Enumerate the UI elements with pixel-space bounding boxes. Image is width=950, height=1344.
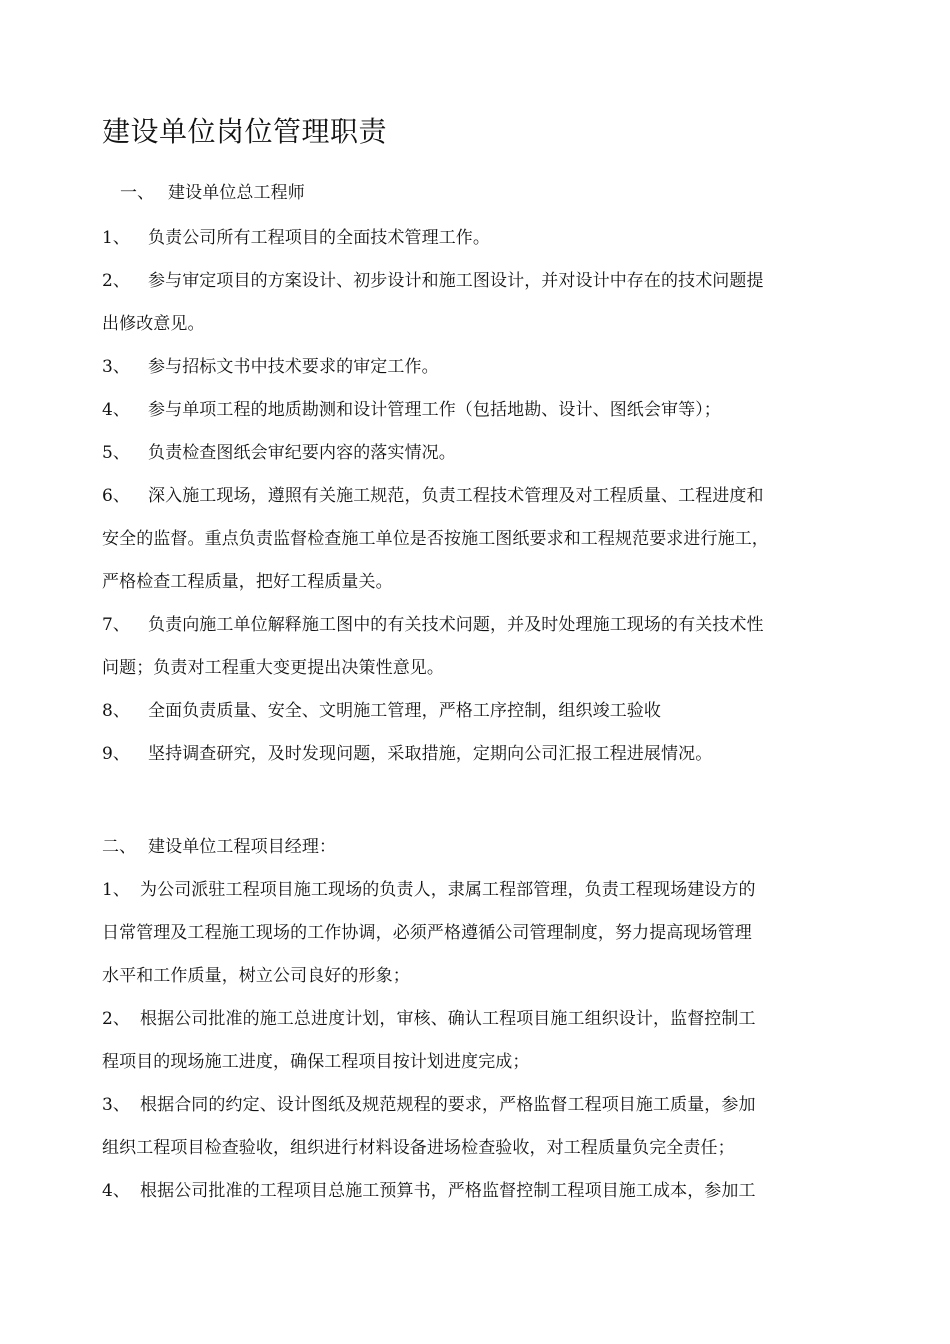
duty-line: [102, 226, 842, 250]
item-text: 负责检查图纸会审纪要内容的落实情况。: [148, 443, 456, 463]
item-number: 4、: [102, 1181, 131, 1201]
item-text: 参与单项工程的地质勘测和设计管理工作（包括地勘、设计、图纸会审等）；: [148, 400, 721, 420]
item-number: 2、: [102, 1009, 131, 1029]
item-text: 参与招标文书中技术要求的审定工作。: [148, 357, 439, 377]
section-title: 建设单位工程项目经理：: [148, 837, 337, 857]
duty-line-continued: [102, 527, 842, 551]
item-number: 3、: [102, 1095, 131, 1115]
item-text: 负责公司所有工程项目的全面技术管理工作。: [148, 228, 490, 248]
item-text: 坚持调查研究，及时发现问题，采取措施，定期向公司汇报工程进展情况。: [148, 744, 713, 764]
item-number: 6、: [102, 486, 131, 506]
item-number: 1、: [102, 228, 131, 248]
item-text: 问题；负责对工程重大变更提出决策性意见。: [102, 658, 444, 678]
duty-line: [102, 878, 842, 902]
document-title: 建设单位岗位管理职责: [102, 115, 388, 148]
duty-line: [102, 355, 842, 379]
section-heading-project-manager: [102, 835, 842, 859]
duty-line: [102, 1179, 842, 1203]
item-text: 全面负责质量、安全、文明施工管理，严格工序控制，组织竣工验收: [148, 701, 661, 721]
duty-line: [102, 613, 842, 637]
item-number: 9、: [102, 744, 131, 764]
item-text: 深入施工现场，遵照有关施工规范，负责工程技术管理及对工程质量、工程进度和: [148, 486, 764, 506]
item-text: 出修改意见。: [102, 314, 205, 334]
duty-line-continued: [102, 1136, 842, 1160]
item-text: 根据公司批准的施工总进度计划，审核、确认工程项目施工组织设计，监督控制工: [140, 1009, 756, 1029]
item-text: 根据公司批准的工程项目总施工预算书，严格监督控制工程项目施工成本，参加工: [140, 1181, 756, 1201]
duty-line-continued: [102, 656, 842, 680]
duty-line-continued: [102, 312, 842, 336]
item-number: 5、: [102, 443, 131, 463]
item-number: 1、: [102, 880, 131, 900]
duty-line-continued: [102, 1050, 842, 1074]
duty-line: [102, 1007, 842, 1031]
section-number: 二、: [102, 837, 137, 857]
item-text: 日常管理及工程施工现场的工作协调，必须严格遵循公司管理制度，努力提高现场管理: [102, 923, 752, 943]
item-text: 水平和工作质量，树立公司良好的形象；: [102, 966, 410, 986]
item-number: 4、: [102, 400, 131, 420]
duty-line: [102, 484, 842, 508]
item-text: 根据合同的约定、设计图纸及规范规程的要求，严格监督工程项目施工质量，参加: [140, 1095, 756, 1115]
item-text: 负责向施工单位解释施工图中的有关技术问题，并及时处理施工现场的有关技术性: [148, 615, 764, 635]
section-title: 建设单位总工程师: [168, 183, 305, 203]
duty-line: [102, 269, 842, 293]
item-number: 7、: [102, 615, 131, 635]
duty-line: [102, 441, 842, 465]
duty-line-continued: [102, 921, 842, 945]
duty-line-continued: [102, 570, 842, 594]
section-number: 一、: [120, 183, 155, 203]
duty-line-continued: [102, 964, 842, 988]
item-number: 8、: [102, 701, 131, 721]
item-number: 3、: [102, 357, 131, 377]
item-text: 参与审定项目的方案设计、初步设计和施工图设计，并对设计中存在的技术问题提: [148, 271, 764, 291]
item-text: 严格检查工程质量，把好工程质量关。: [102, 572, 393, 592]
item-text: 程项目的现场施工进度，确保工程项目按计划进度完成；: [102, 1052, 530, 1072]
duty-line: [102, 742, 842, 766]
item-text: 为公司派驻工程项目施工现场的负责人，隶属工程部管理，负责工程现场建设方的: [140, 880, 756, 900]
duty-line: [102, 398, 842, 422]
item-text: 组织工程项目检查验收，组织进行材料设备进场检查验收，对工程质量负完全责任；: [102, 1138, 735, 1158]
section-heading-chief-engineer: [120, 181, 860, 205]
item-text: 安全的监督。重点负责监督检查施工单位是否按施工图纸要求和工程规范要求进行施工，: [102, 529, 769, 549]
duty-line: [102, 1093, 842, 1117]
duty-line: [102, 699, 842, 723]
item-number: 2、: [102, 271, 131, 291]
